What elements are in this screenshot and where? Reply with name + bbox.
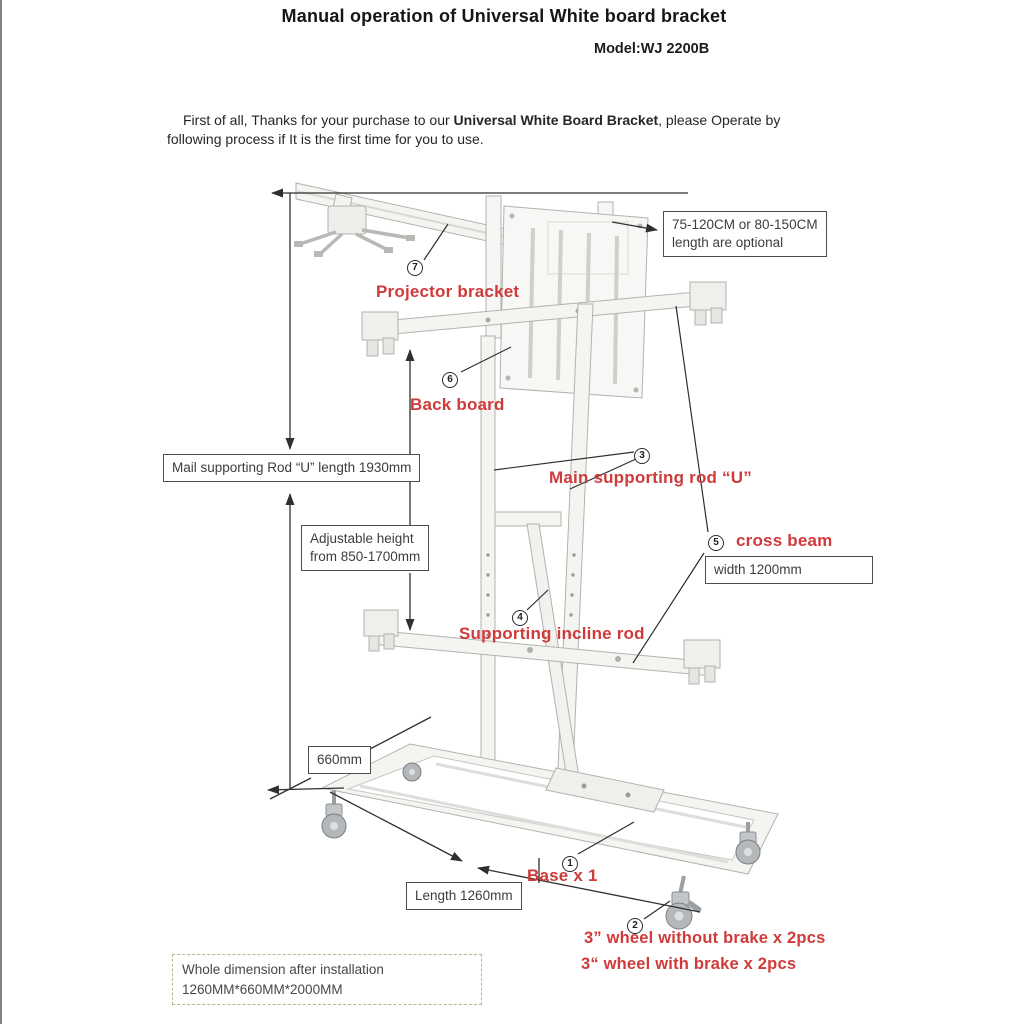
- callout-cross-beam-width: width 1200mm: [705, 556, 873, 584]
- label-base: Base x 1: [527, 866, 598, 885]
- part-number-3-badge: 3: [634, 448, 650, 464]
- callout-base-length: Length 1260mm: [406, 882, 522, 910]
- whole-dimension-note: [172, 954, 482, 1005]
- callout-adjustable-height: [301, 525, 429, 571]
- part-number-2-badge: 2: [627, 918, 643, 934]
- label-main-supporting-rod: Main supporting rod “U”: [549, 468, 752, 487]
- part-number-4-badge: 4: [512, 610, 528, 626]
- label-wheel-with-brake: 3“ wheel with brake x 2pcs: [581, 955, 797, 973]
- part-number-1-badge: 1: [562, 856, 578, 872]
- intro-paragraph: [167, 111, 823, 149]
- callout-adjustable-height-line1: Adjustable height: [310, 531, 414, 546]
- intro-text-bold: Universal White Board Bracket: [453, 112, 659, 128]
- callout-rod-u-length: Mail supporting Rod “U” length 1930mm: [163, 454, 420, 482]
- model-label: Model:WJ 2200B: [594, 41, 710, 57]
- callout-base-depth: 660mm: [308, 746, 371, 774]
- base-frame: [322, 744, 778, 874]
- label-wheel-without-brake: 3” wheel without brake x 2pcs: [584, 929, 826, 947]
- part-number-5-badge: 5: [708, 535, 724, 551]
- callout-projector-arm-length-line2: length are optional: [672, 234, 784, 250]
- intro-text-post: , please Operate by following process if It is the first time for you to use.: [167, 112, 781, 147]
- label-back-board: Back board: [410, 395, 505, 414]
- part-number-7-badge: 7: [407, 260, 423, 276]
- part-number-6-badge: 6: [442, 372, 458, 388]
- label-supporting-incline-rod: Supporting incline rod: [459, 624, 645, 643]
- whole-dimension-note-line1: Whole dimension after installation: [182, 962, 384, 977]
- callout-projector-arm-length-line1: 75-120CM or 80-150CM: [672, 217, 818, 232]
- label-cross-beam: cross beam: [736, 531, 833, 550]
- intro-text-pre: First of all, Thanks for your purchase to our: [183, 112, 454, 128]
- page-title: Manual operation of Universal White board bracket: [281, 6, 727, 26]
- callout-projector-arm-length: [663, 211, 827, 257]
- label-projector-bracket: Projector bracket: [376, 282, 520, 301]
- callout-adjustable-height-line2: from 850-1700mm: [310, 548, 421, 564]
- whole-dimension-note-line2: 1260MM*660MM*2000MM: [182, 981, 343, 997]
